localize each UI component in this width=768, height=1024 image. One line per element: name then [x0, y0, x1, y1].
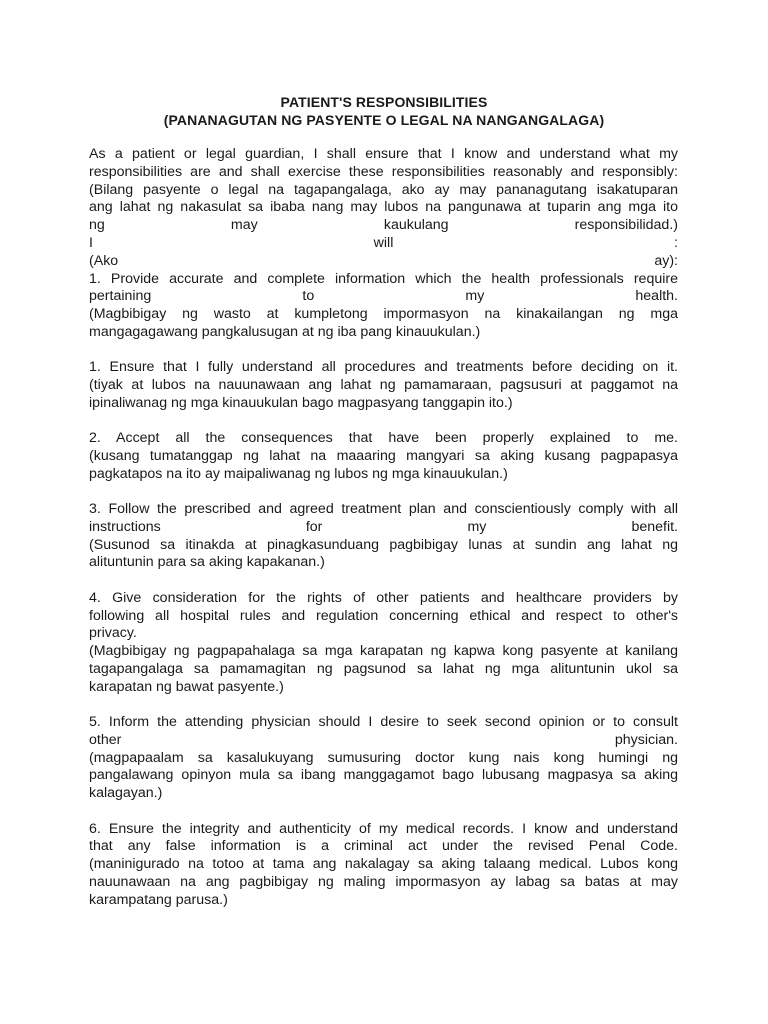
item-line: 5. Inform the attending physician should I desire to seek second opinion or to consult — [89, 714, 678, 731]
responsibility-item — [89, 714, 678, 803]
item-line: karapatan ng bawat pasyente.) — [89, 678, 284, 695]
item-line: karampatang parusa.) — [89, 891, 228, 908]
document-title: PATIENT'S RESPONSIBILITIES — [280, 94, 488, 110]
intro-line: responsibilities are and shall exercise these responsibilities reasonably and responsibly: — [89, 163, 678, 180]
item-line: (Magbibigay ng wasto at kumpletong impormasyon na kinakailangan ng mga — [89, 306, 678, 323]
item-line: 2. Accept all the consequences that have been properly explained to me. — [89, 430, 678, 447]
intro-line: (Ako ay): — [89, 252, 678, 269]
intro-line: I will : — [89, 234, 678, 251]
item-line: (magpapaalam sa kasalukuyang sumusuring doctor kung nais kong humingi ng — [89, 749, 678, 766]
item-line: pertaining to my health. — [89, 288, 678, 305]
intro-paragraph — [89, 146, 678, 271]
responsibility-item — [89, 590, 678, 697]
item-line: other physician. — [89, 731, 678, 748]
item-line: ipinaliwanag ng mga kinauukulan bago magpasyang tanggapin ito.) — [89, 394, 513, 411]
item-line: 1. Ensure that I fully understand all procedures and treatments before deciding on it. — [89, 359, 678, 376]
item-line: (tiyak at lubos na nauunawaan ang lahat ng pamamaraan, pagsusuri at paggamot na — [89, 377, 678, 394]
item-line: (maninigurado na totoo at tama ang nakalagay sa aking talaang medical. Lubos kong — [89, 856, 678, 873]
item-line: (kusang tumatanggap ng lahat na maaaring mangyari sa aking kusang pagpapasya — [89, 447, 678, 464]
intro-line: As a patient or legal guardian, I shall ensure that I know and understand what my — [89, 146, 678, 162]
item-line: nauunawaan na ang pagbibigay ng maling impormasyon ay labag sa batas at may — [89, 873, 678, 890]
responsibility-item — [89, 271, 678, 342]
responsibility-item — [89, 430, 678, 483]
responsibility-item — [89, 501, 678, 572]
item-line: instructions for my benefit. — [89, 518, 678, 535]
document-subtitle: (PANANAGUTAN NG PASYENTE O LEGAL NA NANGANGALAGA) — [163, 112, 605, 128]
item-line: that any false information is a criminal act under the revised Penal Code. — [89, 838, 678, 855]
item-line: (Magbibigay ng pagpapahalaga sa mga karapatan ng kapwa kong pasyente at kanilang — [89, 643, 678, 660]
responsibility-item — [89, 359, 678, 412]
item-line: pangalawang opinyon mula sa ibang manggagamot bago lubusang magpasya sa aking — [89, 767, 678, 784]
item-line: 3. Follow the prescribed and agreed treatment plan and conscientiously comply with all — [89, 501, 678, 518]
item-line: 1. Provide accurate and complete information which the health professionals require — [89, 270, 678, 287]
item-line: 4. Give consideration for the rights of other patients and healthcare providers by — [89, 589, 678, 606]
responsibility-item — [89, 821, 678, 910]
item-line: mangagagawang pangkalusugan at ng iba pang kinauukulan.) — [89, 323, 481, 340]
item-line: kalagayan.) — [89, 785, 163, 802]
item-line: tagapangalaga sa pamamagitan ng pagsunod sa lahat ng mga alituntunin ukol sa — [89, 660, 678, 677]
item-line: (Susunod sa itinakda at pinagkasunduang pagbibigay lunas at sundin ang lahat ng — [89, 536, 678, 553]
document-body — [89, 146, 678, 927]
item-line: privacy. — [89, 625, 137, 642]
intro-line: ng may kaukulang responsibilidad.) — [89, 217, 678, 234]
intro-line: (Bilang pasyente o legal na tagapangalaga, ako ay may pananagutang isakatuparan — [89, 181, 678, 198]
intro-line: ang lahat ng nakasulat sa ibaba nang may lubos na pangunawa at tuparin ang mga ito — [89, 199, 678, 216]
item-line: pagkatapos na ito ay maipaliwanag ng lubos ng mga kinauukulan.) — [89, 465, 508, 482]
item-line: 6. Ensure the integrity and authenticity of my medical records. I know and understand — [89, 820, 678, 837]
item-line: alituntunin para sa aking kapakanan.) — [89, 554, 325, 571]
item-line: following all hospital rules and regulation concerning ethical and respect to other's — [89, 607, 678, 624]
